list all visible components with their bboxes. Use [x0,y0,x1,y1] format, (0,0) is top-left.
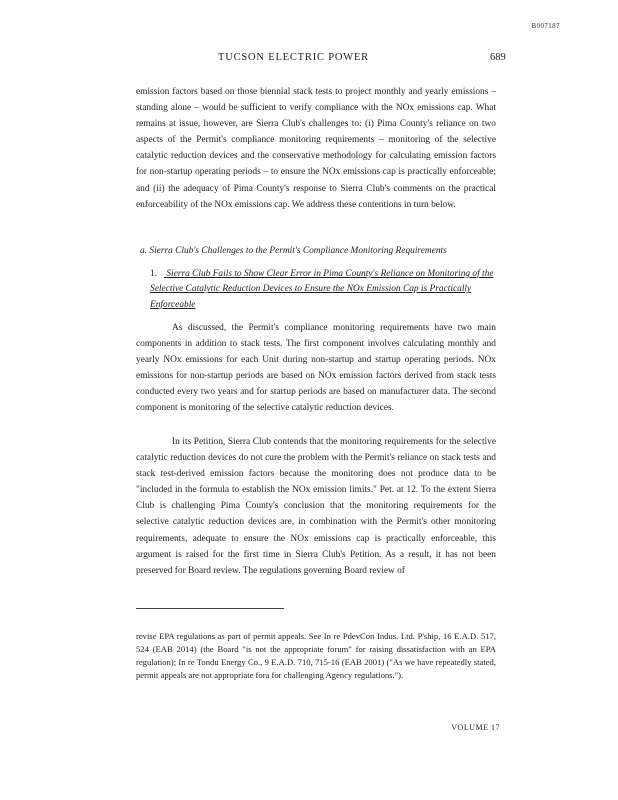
volume-footer: VOLUME 17 [451,723,500,732]
section-heading-a: a. Sierra Club's Challenges to the Permit's Compliance Monitoring Requirements [140,246,447,256]
document-id: B007187 [531,22,560,30]
running-header [0,52,618,66]
paragraph-text: As discussed, the Permit's compliance monitoring requirements have two main components in addition to stack tests. The first component involves calculating monthly and yearly NOx emissions for each Unit during non-startup and startup operating periods. NOx emissions for non-startup periods are based on NOx emission factors derived from stack tests conducted every two years and for startup periods are based on manufacturer data. The second component is monitoring of the selective catalytic reduction devices. [136,323,496,414]
paragraph-text: emission factors based on those biennial stack tests to project monthly and yearly emissions – standing alone – would be sufficient to verify compliance with the NOx emissions cap. What remains at issue, however, are Sierra Club's challenges to: (i) Pima County's reliance on two aspects of the Permit's compliance monitoring requirements – monitoring of the selective catalytic reduction devices and the conservative methodology for calculating emission factors for non-startup operating periods – to ensure the NOx emissions cap is practically enforceable; and (ii) the adequacy of Pima County's response to Sierra Club's comments on the practical enforceability of the NOx emissions cap. We address these contentions in turn below. [136,87,496,210]
footnote-text: revise EPA regulations as part of permit appeals. See In re PdevCon Indus. Ltd. P'ship, 16 E.A.D. 517, 524 (EAB 2014) (the Board "is not the appropriate forum" for raising dissatisfaction with an EPA regulation); In re Tondu Energy Co., 9 E.A.D. 710, 715-16 (EAB 2001) ("As we have repeatedly stated, permit appeals are not appropriate fora for challenging Agency regulations."). [136,631,496,681]
subsection-heading-1 [150,267,500,313]
body-paragraph-2 [136,320,496,417]
paragraph-text: In its Petition, Sierra Club contends that the monitoring requirements for the selective catalytic reduction devices do not cure the problem with the Permit's reliance on stack tests and stack test-derived emission factors because the monitoring does not produce data to be "included in the formula to establish the NOx emission limits." Pet. at 12. To the extent Sierra Club is challenging Pima County's conclusion that the monitoring requirements for the selective catalytic reduction devices are, in combination with the Permit's other monitoring requirements, adequate to ensure the NOx emissions cap is practically enforceable, this argument is raised for the first time in Sierra Club's Petition. As a result, it has not been preserved for Board review. The regulations governing Board review of [136,437,496,576]
heading-text: Sierra Club Fails to Show Clear Error in Pima County's Reliance on Monitoring of the Selective Catalytic Reduction Devices to Ensure the NOx Emission Cap is Practically Enforceable [150,269,494,310]
footnote-rule [136,608,284,609]
page-number: 689 [490,52,506,63]
body-paragraph-1 [136,84,496,213]
header-title: TUCSON ELECTRIC POWER [218,52,369,63]
footnote [136,630,496,682]
body-paragraph-3 [136,434,496,579]
heading-number: 1. [150,269,158,279]
